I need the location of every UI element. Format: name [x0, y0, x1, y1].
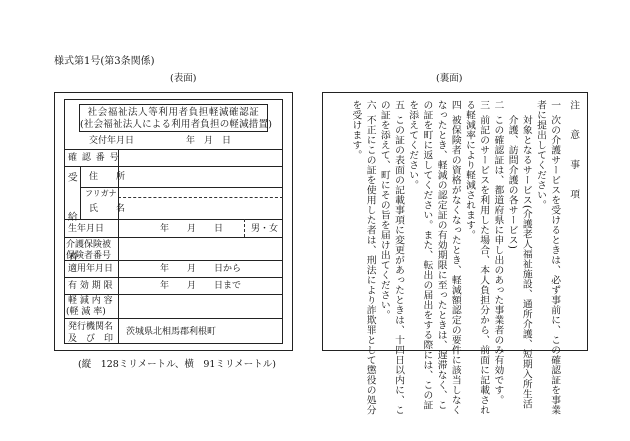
form-number: 様式第1号(第3条関係) [54, 56, 155, 67]
name-label: 氏 名 [89, 204, 126, 214]
gender-value: 男・女 [251, 224, 279, 234]
issuer-label: 発行機関名 [68, 322, 114, 332]
reduction-content-label: 軽 減 内 容 [68, 296, 113, 306]
birthdate-value: 年 月 日 [160, 224, 224, 234]
issuer-value: 茨城県北相馬郡利根町 [126, 327, 217, 337]
note-6-line: 不正にこの証を使用した者は、刑法により詐欺罪として懲役の処分 [364, 115, 376, 415]
card-title: 社会福祉法人等利用者負担軽減確認証 [87, 107, 260, 118]
row-line [64, 277, 283, 278]
back-side-label: (裏面) [436, 73, 463, 84]
issue-date-label: 交付年月日 [89, 136, 135, 146]
note-2-number: 二 [492, 100, 504, 110]
note-2-line: この確認証は、都道府県に申し出のあった事業者のみ有効です。 [492, 115, 504, 405]
apply-date-value: 年 月 日から [160, 264, 242, 274]
gender-dashed-divider [244, 219, 245, 237]
recipient-group-label: 受 給 者 [65, 172, 77, 271]
row-line [64, 294, 283, 295]
card-subtitle: (社会福祉法人による利用者負担の軽減措置) [80, 119, 273, 130]
row-line [64, 318, 283, 319]
note-4-line: 被保険者の資格がなくなったとき、軽減額認定の要件に該当しなく [449, 115, 461, 415]
note-1-line: 介護、訪問介護の各サービス) [506, 115, 518, 250]
row-line [64, 149, 283, 150]
apply-date-label: 適用年月日 [68, 264, 114, 274]
row-line [64, 166, 283, 167]
back-heading: 注 意 事 項 [568, 100, 580, 204]
note-6-line: を受けます。 [350, 100, 362, 160]
valid-period-label: 有 効 期 限 [68, 281, 113, 291]
note-4-line: を添えてください。 [407, 100, 419, 190]
note-5-number: 五 [393, 100, 404, 110]
note-1-line: 者に提出してください。 [535, 100, 546, 210]
seal-label: 及 び 印 [68, 334, 114, 344]
size-caption: (縦 128ミリメートル、横 91ミリメートル) [78, 359, 276, 370]
birthdate-label: 生年月日 [68, 224, 105, 234]
recipient-group-line [80, 166, 81, 219]
issue-date-value: 年 月 日 [186, 136, 232, 146]
furigana-label: フリガナ [85, 189, 117, 198]
valid-period-value: 年 月 日まで [160, 281, 242, 291]
furigana-dashed-line [118, 197, 283, 198]
note-3-line: る軽減率により軽減されます。 [464, 100, 475, 240]
confirm-number-label: 確 認 番 号 [68, 153, 120, 163]
front-side-label: (表面) [170, 73, 197, 84]
reduction-rate-label: (軽 減 率) [66, 307, 106, 317]
note-1-number: 一 [549, 100, 561, 110]
note-4-line: の証を町に返してください。また、転出の届出をする際には、この証 [421, 100, 433, 410]
row-line [80, 187, 283, 188]
note-3-line: 前記のサービスを利用した場合、本人負担分から、前面に記載され [478, 115, 490, 415]
note-4-number: 四 [449, 100, 461, 110]
address-label: 住 所 [89, 172, 126, 182]
note-1-line: 対象となるサービス(介護老人福祉施設、通所介護、短期入所生活 [520, 115, 532, 410]
card-title-box [79, 104, 273, 132]
insured-number-label: 介護保険被保険者番号 [66, 240, 112, 261]
row-line [64, 219, 283, 220]
note-5-line: この証の表面の記載事項に変更があったときは、十四日以内に、こ [393, 115, 404, 415]
note-1-line: 次の介護サービスを受けるときは、必ず事前に、この確認証を事業 [549, 115, 561, 415]
note-5-line: の証を添えて、町にその旨を届け出てください。 [378, 100, 390, 320]
note-4-line: なったとき、軽減の認定証の有効期限に至ったときは、遅滞なく、こ [435, 100, 447, 410]
note-3-number: 三 [478, 100, 490, 110]
row-line [64, 237, 283, 238]
note-6-number: 六 [364, 100, 376, 110]
